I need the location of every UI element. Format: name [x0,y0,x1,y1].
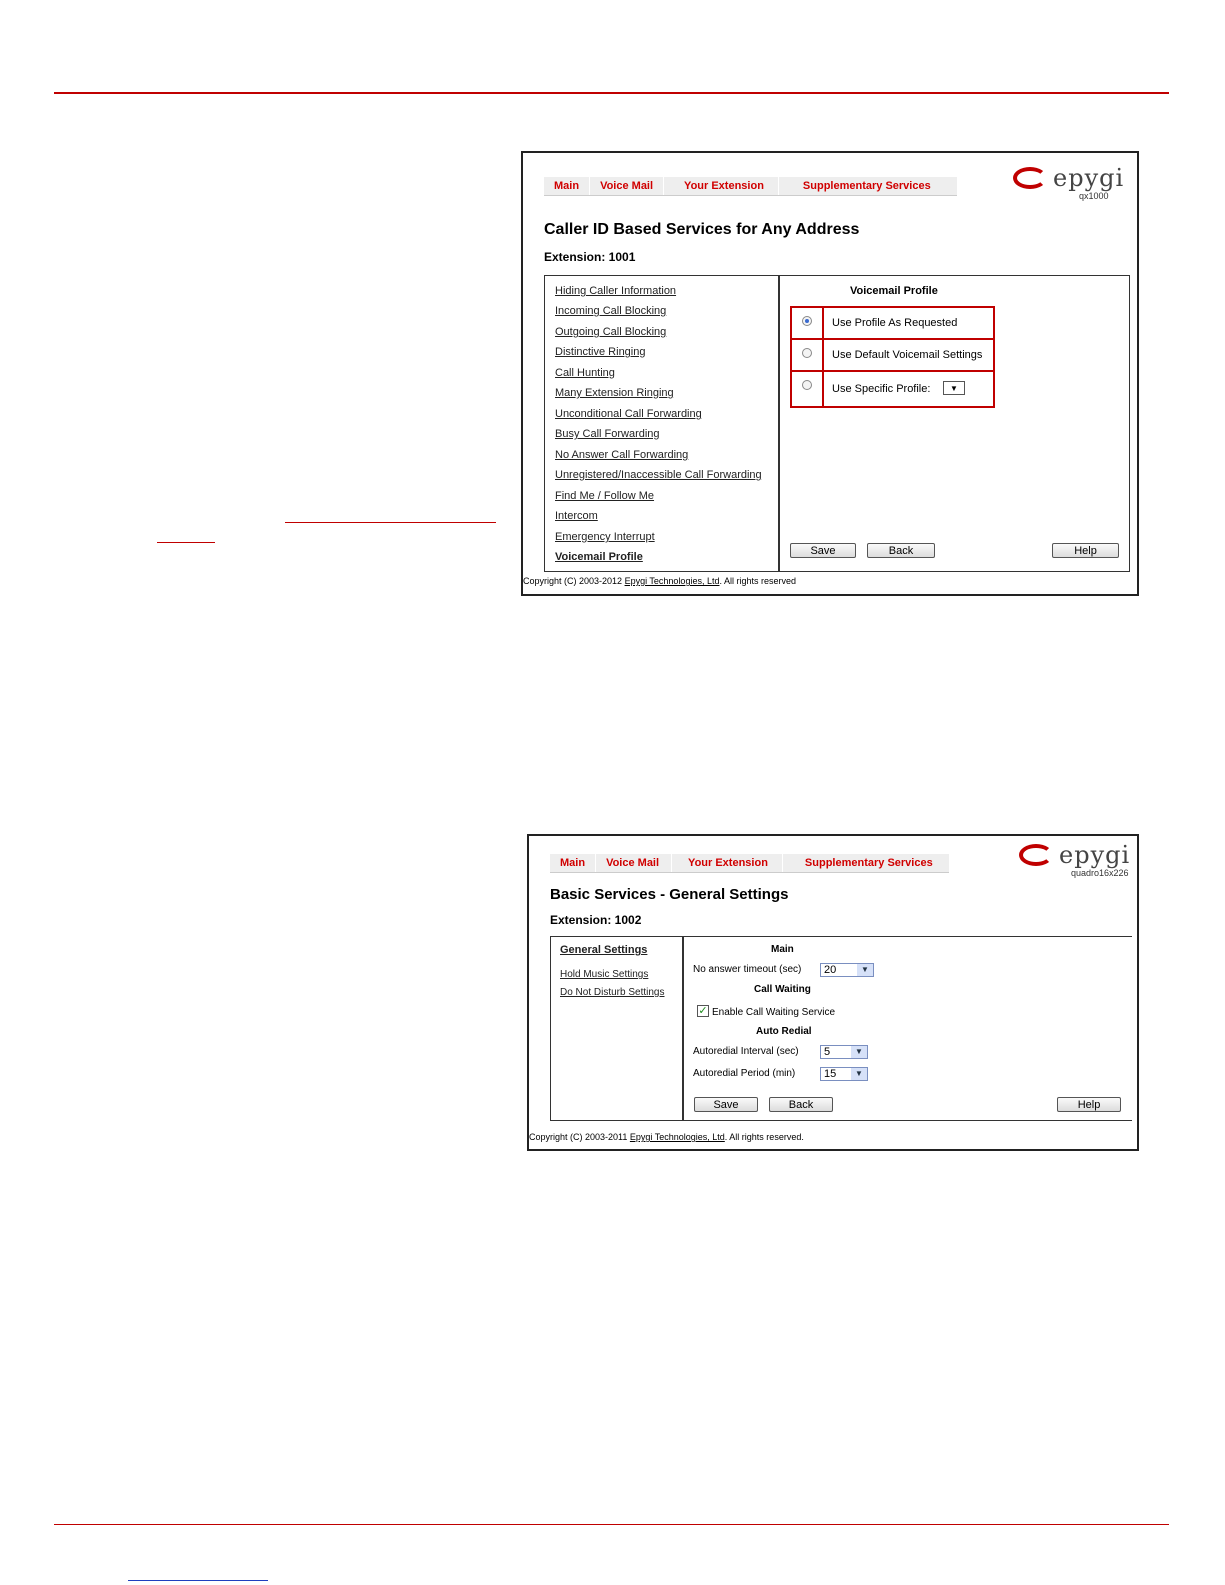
tab-voice-mail[interactable]: Voice Mail [596,854,672,872]
period-label: Autoredial Period (min) [693,1068,796,1079]
copyright: Copyright (C) 2003-2012 Epygi Technologies, Ltd. All rights reserved [523,576,796,586]
nav-call-hunting[interactable]: Call Hunting [555,367,615,379]
nav-hold-music-settings[interactable]: Hold Music Settings [560,969,649,980]
top-nav [550,854,949,873]
voicemail-options [790,306,995,408]
nav-emergency-interrupt[interactable]: Emergency Interrupt [555,531,655,543]
nav-outgoing-call-blocking[interactable]: Outgoing Call Blocking [555,326,667,338]
radio-default-voicemail[interactable] [802,348,812,358]
tab-main[interactable]: Main [550,854,596,872]
tab-supplementary-services[interactable]: Supplementary Services [802,180,931,192]
specific-profile-select[interactable] [943,381,965,395]
general-settings-panel [684,936,1132,1121]
option-specific-profile[interactable]: Use Specific Profile: ▼ [792,372,993,406]
nav-voicemail-profile[interactable]: Voicemail Profile [555,551,643,563]
tab-supplementary-services[interactable]: Supplementary Services [804,857,933,869]
heading-auto-redial: Auto Redial [756,1026,812,1037]
radio-specific-profile[interactable] [802,380,812,390]
extension-label: Extension: 1002 [550,913,642,927]
nav-unconditional-call-forwarding[interactable]: Unconditional Call Forwarding [555,408,702,420]
nav-find-me-follow-me[interactable]: Find Me / Follow Me [555,490,655,502]
link-underline [285,522,496,523]
section-title: Voicemail Profile [850,285,938,297]
save-button[interactable]: Save [694,1097,758,1112]
header-rule [54,92,1169,94]
link-underline [157,542,215,543]
page-title: Caller ID Based Services for Any Address [544,221,860,238]
call-waiting-checkbox[interactable] [697,1005,709,1017]
basic-services-screenshot: Main Voice Mail Your Extension Supplementary Services epygi quadro16x226 Basic Services - General Settings Extension: 1002 General Settings Hold Music Settings Do Not Disturb Settings Main No answer timeout (sec) 20 ▼ Call Waiting ✓ Enable Call Waiting Service Auto Redial Autoredial Interval (sec) 5 ▼ Autoredial Period (min) 15 ▼ Save Back Help Copyright (C) 2003-2011 Epygi Technologies, Ltd. All rights reserved. [527,834,1139,1151]
nav-no-answer-call-forwarding[interactable]: No Answer Call Forwarding [555,449,689,461]
chevron-down-icon: ▼ [851,1046,867,1058]
no-answer-label: No answer timeout (sec) [693,964,802,975]
copyright: Copyright (C) 2003-2011 Epygi Technologies, Ltd. All rights reserved. [529,1132,804,1142]
extension-label: Extension: 1001 [544,250,636,264]
top-nav [544,177,957,196]
logo-swirl-icon [1019,844,1053,866]
settings-nav [550,936,684,1121]
page-title: Basic Services - General Settings [550,886,789,903]
help-button[interactable]: Help [1052,543,1119,558]
chevron-down-icon: ▼ [950,384,958,393]
chevron-down-icon: ▼ [857,964,873,976]
nav-many-extension-ringing[interactable]: Many Extension Ringing [555,387,674,399]
back-button[interactable]: Back [769,1097,833,1112]
footer-rule [54,1524,1169,1525]
epygi-link[interactable]: Epygi Technologies, Ltd [624,576,720,586]
nav-hiding-caller-information[interactable]: Hiding Caller Information [555,285,677,297]
interval-label: Autoredial Interval (sec) [693,1046,799,1057]
interval-select[interactable]: 5 ▼ [820,1045,868,1059]
option-profile-as-requested[interactable]: Use Profile As Requested [792,308,993,340]
save-button[interactable]: Save [790,543,856,558]
nav-general-settings[interactable]: General Settings [560,944,648,956]
heading-call-waiting: Call Waiting [754,984,811,995]
check-icon: ✓ [698,1005,708,1017]
nav-intercom[interactable]: Intercom [555,510,598,522]
chevron-down-icon: ▼ [851,1068,867,1080]
footer-link-underline [128,1580,268,1581]
nav-unregistered-call-forwarding[interactable]: Unregistered/Inaccessible Call Forwarding [555,469,762,481]
call-waiting-label: Enable Call Waiting Service [712,1007,836,1018]
nav-incoming-call-blocking[interactable]: Incoming Call Blocking [555,305,667,317]
tab-your-extension[interactable]: Your Extension [672,854,783,872]
service-nav [544,275,780,572]
epygi-link[interactable]: Epygi Technologies, Ltd [629,1132,725,1142]
nav-do-not-disturb-settings[interactable]: Do Not Disturb Settings [560,987,665,998]
back-button[interactable]: Back [867,543,935,558]
nav-distinctive-ringing[interactable]: Distinctive Ringing [555,346,646,358]
caller-id-services-screenshot: Main Voice Mail Your Extension Supplementary Services epygi qx1000 Caller ID Based Services for Any Address Extension: 1001 Hiding Caller Information Incoming Call Blocking Outgoing Call Blocking Distinctive Ringing Call Hunting Many Extension Ringing Unconditional Call Forwarding Busy Call Forwarding No Answer Call Forwarding Unregistered/Inaccessible Call Forwarding Find Me / Follow Me Intercom Emergency Interrupt Voicemail Profile Voicemail Profile Use Profile As Requested Use Default Voicemail Settings Use Specific Profile: ▼ Save Back Help Copyright (C) 2003-2012 Epygi Technologies, Ltd. All rights reserved [521,151,1139,596]
voicemail-profile-panel [780,275,1130,572]
option-default-voicemail[interactable]: Use Default Voicemail Settings [792,340,993,372]
no-answer-select[interactable]: 20 ▼ [820,963,874,977]
nav-busy-call-forwarding[interactable]: Busy Call Forwarding [555,428,660,440]
help-button[interactable]: Help [1057,1097,1121,1112]
logo-swirl-icon [1013,167,1047,189]
tab-voice-mail[interactable]: Voice Mail [590,177,664,195]
heading-main: Main [771,944,794,955]
tab-your-extension[interactable]: Your Extension [664,177,779,195]
radio-profile-as-requested[interactable] [802,316,812,326]
tab-main[interactable]: Main [544,177,590,195]
period-select[interactable]: 15 ▼ [820,1067,868,1081]
